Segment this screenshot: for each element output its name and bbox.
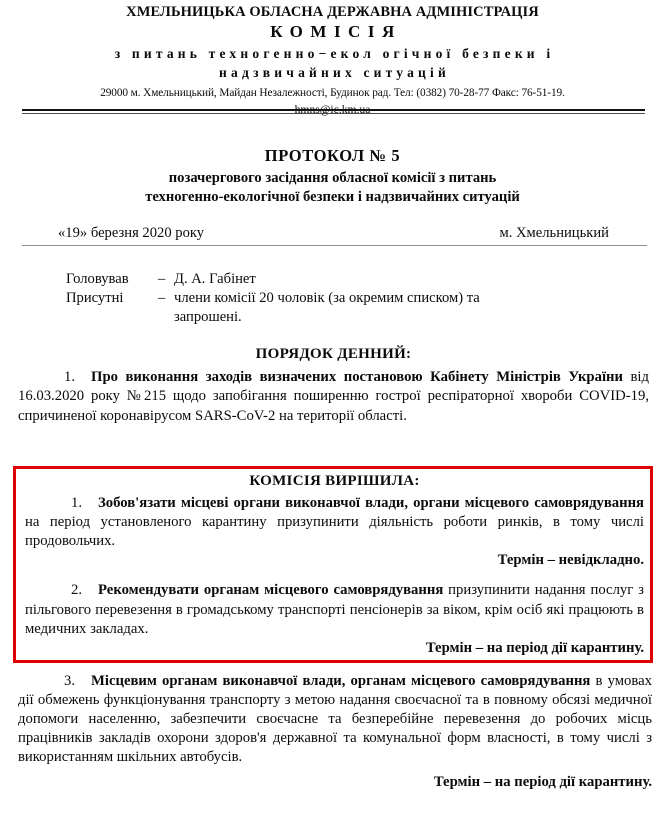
decision-item-2-term: Термін – на період дії карантину. <box>425 639 644 656</box>
agenda-item-1-bold: Про виконання заходів визначених постановою Кабінету Міністрів України <box>91 369 623 386</box>
letterhead-divider-rule <box>22 109 645 115</box>
agenda-item-1 <box>18 368 649 425</box>
agenda-heading: ПОРЯДОК ДЕННИЙ: <box>255 346 412 363</box>
agenda-item-1-rest: від 16.03.2020 року №215 щодо запобігання поширенню гострої респіраторної хвороби COVID-19, спричиненої коронавірусом SARS-CoV-2 на території області. <box>18 369 649 424</box>
meta-divider-rule <box>22 245 647 246</box>
agenda-item-1-number: 1. <box>64 369 76 386</box>
decision-item-1-bold: Зобов'язати місцеві органи виконавчої влади, органи місцевого самоврядування <box>98 495 644 511</box>
chair-dash: – <box>158 271 166 288</box>
chair-row <box>66 270 623 289</box>
protocol-subtitle-line-2: техногенно-екологічної безпеки і надзвичайних ситуацій <box>145 189 520 206</box>
continuation-item-3 <box>18 672 652 768</box>
letterhead-commission: КОМІСІЯ <box>270 22 402 42</box>
decision-item-2-rest: призупинити надання послуг з пільгового перевезення в громадському транспорті пенсіонерів за віком, крім осіб які працюють в медичних закладах. <box>25 582 644 637</box>
decision-item-1-number: 1. <box>71 495 83 511</box>
decision-item-2 <box>25 581 644 638</box>
decision-item-2-bold: Рекомендувати органам місцевого самоврядування <box>98 582 444 599</box>
chair-name: Д. А. Габінет <box>174 271 256 288</box>
continuation-block <box>18 672 654 792</box>
letterhead <box>0 0 665 117</box>
chair-label: Головував <box>66 271 129 288</box>
letterhead-address: 29000 м. Хмельницький, Майдан Незалежності, Будинок рад. Тел: (0382) 70-28-77 Факс: 76-51-19. <box>100 87 565 100</box>
participants-block <box>0 270 665 326</box>
letterhead-subject-line-2: надзвичайних ситуацій <box>219 65 450 81</box>
present-row <box>66 289 623 308</box>
continuation-item-3-term: Термін – на період дії карантину. <box>433 773 652 790</box>
agenda-block <box>0 346 665 425</box>
letterhead-email: hmns@ic.km.ua <box>294 102 371 116</box>
decision-item-1 <box>25 494 644 551</box>
meta-row <box>0 225 665 242</box>
decision-box <box>13 466 653 663</box>
decision-heading: КОМІСІЯ ВИРІШИЛА: <box>249 473 420 489</box>
decision-item-1-term: Термін – невідкладно. <box>497 552 644 569</box>
meeting-place: м. Хмельницький <box>499 225 609 242</box>
decision-item-2-number: 2. <box>71 582 83 599</box>
protocol-title-block <box>0 146 665 208</box>
present-value: члени комісії 20 чоловік (за окремим списком) та <box>174 289 480 306</box>
decision-item-1-rest: на період установленого карантину призупинити діяльність роботи ринків, в тому числі продовольчих. <box>25 514 644 550</box>
present-dash: – <box>158 289 166 306</box>
letterhead-organization: ХМЕЛЬНИЦЬКА ОБЛАСНА ДЕРЖАВНА АДМІНІСТРАЦІЯ <box>126 4 539 20</box>
protocol-subtitle-line-1: позачергового засідання обласної комісії з питань <box>168 169 497 186</box>
continuation-item-3-number: 3. <box>64 673 76 689</box>
letterhead-subject-line-1: з питань техногенно−екол огічної безпеки і <box>114 46 555 62</box>
continuation-item-3-bold: Місцевим органам виконавчої влади, органам місцевого самоврядування <box>91 673 591 689</box>
present-value-continued: запрошені. <box>174 308 242 325</box>
present-label: Присутні <box>66 289 124 306</box>
protocol-number: ПРОТОКОЛ № 5 <box>264 145 401 165</box>
meeting-date: «19» березня 2020 року <box>58 225 205 242</box>
continuation-item-3-rest: в умовах дії обмежень функціонування транспорту з метою надання своєчасної та в повному обсязі медичної допомоги населенню, забезпечити своєчасне та безперебійне перевезення до робочих місць працівників закладів охорони здоров'я державної та комунальної форм власності, в тому числі з використанням шкільних автобусів. <box>18 673 653 766</box>
